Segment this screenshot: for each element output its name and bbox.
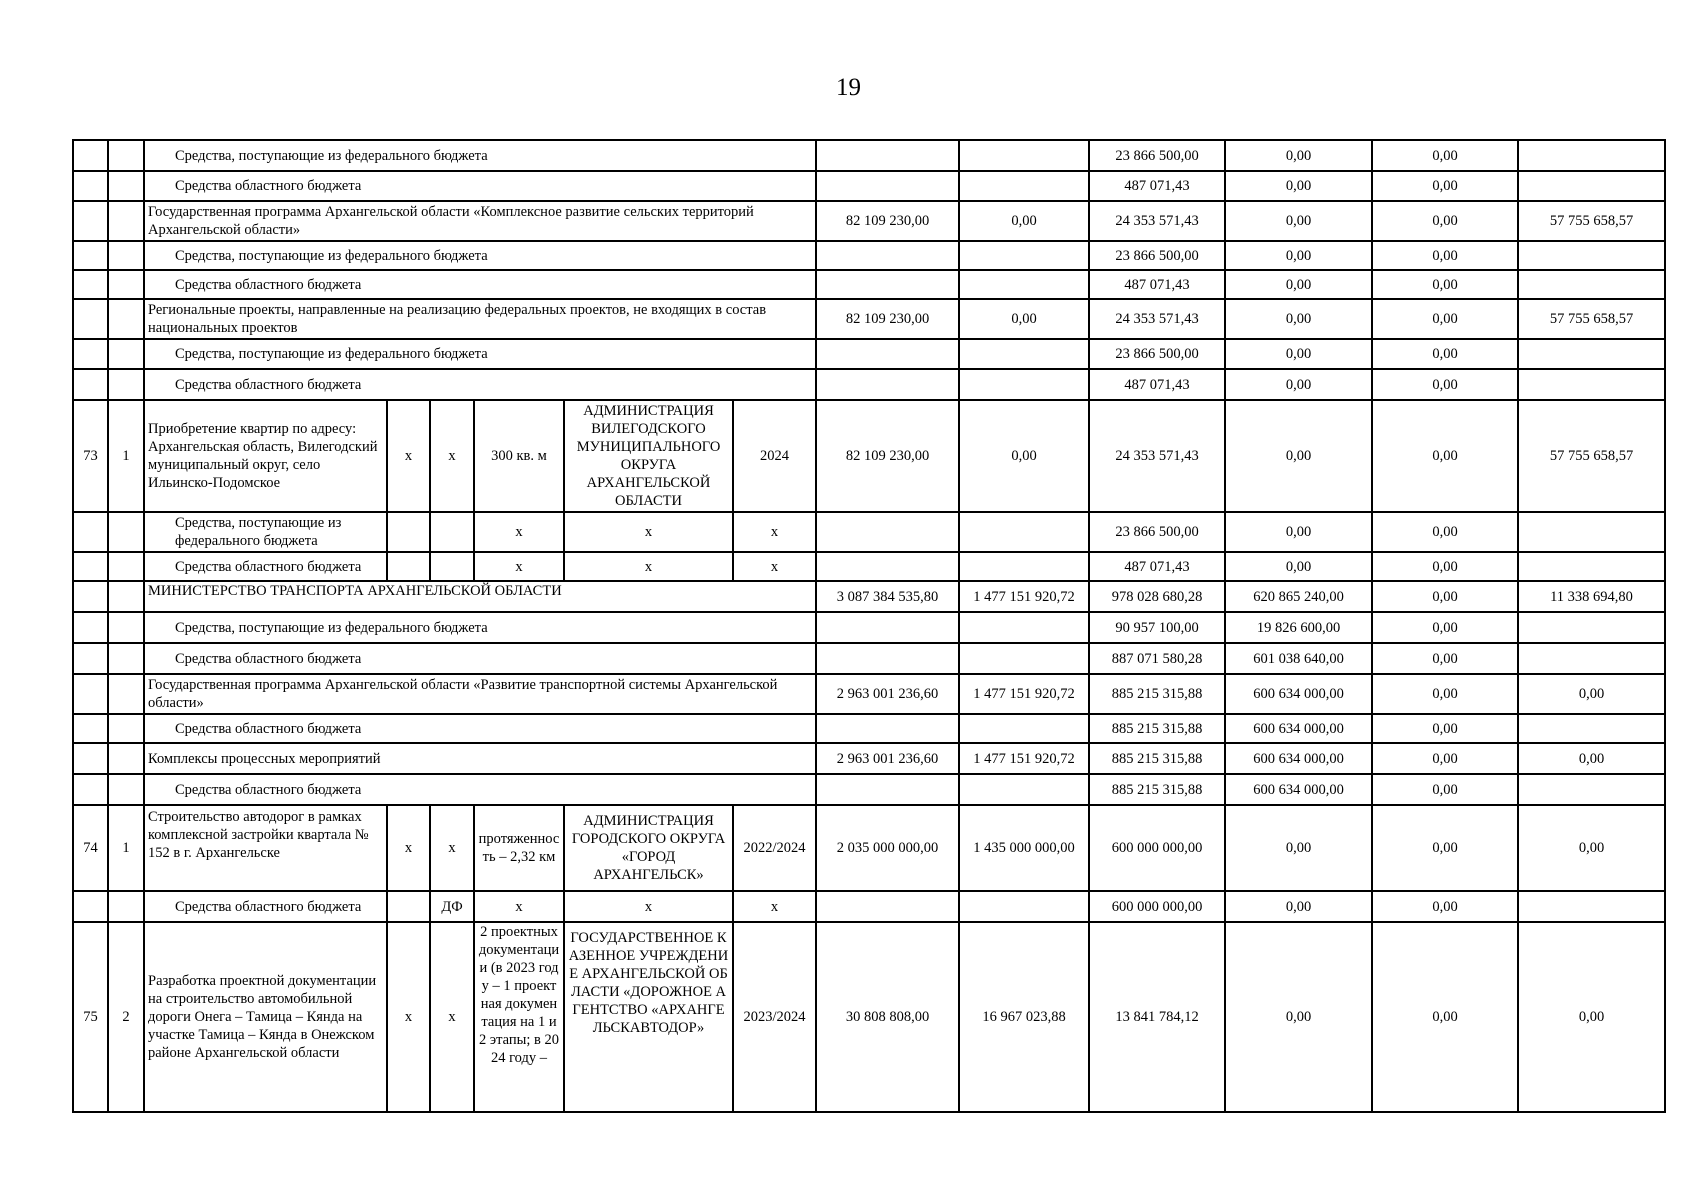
cell-value: 0,00: [1225, 922, 1372, 1112]
table-row: [73, 612, 1665, 643]
empty-cell: [959, 512, 1089, 552]
cell-value: 3 087 384 535,80: [816, 581, 959, 612]
cell-value: 0,00: [1225, 552, 1372, 581]
row-label: Средства областного бюджета: [144, 714, 816, 743]
cell-value: 0,00: [1372, 714, 1518, 743]
empty-cell: [108, 774, 144, 805]
cell-value: 0,00: [1225, 201, 1372, 241]
cell-value: 487 071,43: [1089, 552, 1225, 581]
table-row: [73, 714, 1665, 743]
row-label: Средства, поступающие из федерального бюджета: [144, 339, 816, 369]
cell-value: 23 866 500,00: [1089, 339, 1225, 369]
program-name: Государственная программа Архангельской области «Комплексное развитие сельских территорий Архангельской области»: [144, 201, 816, 241]
cell-value: 24 353 571,43: [1089, 400, 1225, 512]
row-label: Средства областного бюджета: [144, 643, 816, 674]
table-row: [73, 922, 1665, 1112]
cell-value: 0,00: [1225, 299, 1372, 339]
empty-cell: [387, 512, 430, 552]
cell-value: 57 755 658,57: [1518, 299, 1665, 339]
table-row: [73, 552, 1665, 581]
cell-value: 885 215 315,88: [1089, 774, 1225, 805]
cell-value: 1 477 151 920,72: [959, 674, 1089, 714]
cell-value: 0,00: [959, 400, 1089, 512]
cell-value: х: [733, 891, 816, 922]
empty-cell: [108, 743, 144, 774]
cell-value: 0,00: [1372, 674, 1518, 714]
cell-value: 0,00: [1372, 201, 1518, 241]
cell-value: 82 109 230,00: [816, 400, 959, 512]
cell-value: 0,00: [1225, 512, 1372, 552]
table-row: [73, 643, 1665, 674]
empty-cell: [73, 714, 108, 743]
empty-cell: [108, 552, 144, 581]
empty-cell: [816, 891, 959, 922]
cell-value: 0,00: [959, 299, 1089, 339]
cell-value: 600 634 000,00: [1225, 774, 1372, 805]
page-number: 19: [836, 74, 861, 101]
cell-value: 885 215 315,88: [1089, 674, 1225, 714]
cell-value: 885 215 315,88: [1089, 714, 1225, 743]
table-row: [73, 774, 1665, 805]
empty-cell: [430, 512, 474, 552]
cell-value: х: [733, 552, 816, 581]
ministry-name: МИНИСТЕРСТВО ТРАНСПОРТА АРХАНГЕЛЬСКОЙ ОБЛАСТИ: [144, 581, 816, 612]
cell-value: 24 353 571,43: [1089, 201, 1225, 241]
empty-cell: [959, 140, 1089, 171]
empty-cell: [816, 369, 959, 400]
table-row: [73, 805, 1665, 891]
row-number: 74: [73, 805, 108, 891]
row-label: Средства областного бюджета: [144, 891, 387, 922]
cell-value: 0,00: [959, 201, 1089, 241]
row-label: Средства областного бюджета: [144, 369, 816, 400]
empty-cell: [108, 891, 144, 922]
table-row: [73, 201, 1665, 241]
empty-cell: [959, 339, 1089, 369]
cell-value: 0,00: [1372, 299, 1518, 339]
cell-value: 11 338 694,80: [1518, 581, 1665, 612]
cell-value: 885 215 315,88: [1089, 743, 1225, 774]
cell-value: 487 071,43: [1089, 171, 1225, 201]
cell-value: 0,00: [1225, 369, 1372, 400]
object-name: Приобретение квартир по адресу: Архангельская область, Вилегодский муниципальный округ, село Ильинско-Подомское: [144, 400, 387, 512]
empty-cell: [108, 339, 144, 369]
cell-value: 82 109 230,00: [816, 299, 959, 339]
cell-value: ДФ: [430, 891, 474, 922]
cell-value: 0,00: [1372, 270, 1518, 299]
empty-cell: [1518, 774, 1665, 805]
budget-table: [72, 139, 1666, 1113]
empty-cell: [1518, 171, 1665, 201]
row-subnumber: 1: [108, 805, 144, 891]
cell-value: 0,00: [1372, 643, 1518, 674]
capacity: 2 проектных документации (в 2023 году – 1 проектная документация на 1 и 2 этапы; в 2024 году –: [474, 922, 564, 1112]
cell-value: 2 035 000 000,00: [816, 805, 959, 891]
table-row: [73, 241, 1665, 270]
empty-cell: [959, 171, 1089, 201]
cell-value: 600 000 000,00: [1089, 805, 1225, 891]
organization: АДМИНИСТРАЦИЯ ГОРОДСКОГО ОКРУГА «ГОРОД АРХАНГЕЛЬСК»: [564, 805, 733, 891]
cell-value: х: [564, 552, 733, 581]
cell-value: 487 071,43: [1089, 369, 1225, 400]
empty-cell: [959, 369, 1089, 400]
empty-cell: [108, 512, 144, 552]
table-row: [73, 369, 1665, 400]
cell-value: х: [474, 552, 564, 581]
empty-cell: [108, 714, 144, 743]
row-label: Средства, поступающие из федерального бюджета: [144, 140, 816, 171]
empty-cell: [73, 743, 108, 774]
table-row: [73, 891, 1665, 922]
cell-value: 0,00: [1372, 774, 1518, 805]
cell-value: 0,00: [1372, 171, 1518, 201]
empty-cell: [816, 714, 959, 743]
program-name: Региональные проекты, направленные на реализацию федеральных проектов, не входящих в состав национальных проектов: [144, 299, 816, 339]
row-subnumber: 2: [108, 922, 144, 1112]
table-row: [73, 512, 1665, 552]
empty-cell: [959, 643, 1089, 674]
empty-cell: [1518, 891, 1665, 922]
empty-cell: [73, 581, 108, 612]
cell-value: 57 755 658,57: [1518, 201, 1665, 241]
cell-value: 2 963 001 236,60: [816, 674, 959, 714]
period: 2024: [733, 400, 816, 512]
period: 2023/2024: [733, 922, 816, 1112]
cell-value: 1 477 151 920,72: [959, 743, 1089, 774]
empty-cell: [108, 241, 144, 270]
empty-cell: [73, 339, 108, 369]
cell-value: 0,00: [1518, 805, 1665, 891]
cell-value: х: [564, 512, 733, 552]
cell-value: 0,00: [1372, 512, 1518, 552]
cell-value: 0,00: [1372, 805, 1518, 891]
cell-value: 0,00: [1518, 743, 1665, 774]
cell-value: 0,00: [1372, 743, 1518, 774]
capacity: 300 кв. м: [474, 400, 564, 512]
empty-cell: [959, 774, 1089, 805]
empty-cell: [1518, 643, 1665, 674]
empty-cell: [73, 552, 108, 581]
empty-cell: [1518, 241, 1665, 270]
empty-cell: [816, 241, 959, 270]
object-name: Строительство автодорог в рамках комплексной застройки квартала № 152 в г. Архангельске: [144, 805, 387, 891]
cell-value: 23 866 500,00: [1089, 512, 1225, 552]
cell-value: 0,00: [1225, 171, 1372, 201]
empty-cell: [816, 339, 959, 369]
cell-value: х: [733, 512, 816, 552]
cell-value: 19 826 600,00: [1225, 612, 1372, 643]
cell-value: х: [430, 400, 474, 512]
empty-cell: [959, 612, 1089, 643]
row-label: Средства областного бюджета: [144, 270, 816, 299]
cell-value: 0,00: [1225, 891, 1372, 922]
cell-value: 0,00: [1372, 241, 1518, 270]
empty-cell: [816, 270, 959, 299]
table-row: [73, 140, 1665, 171]
empty-cell: [108, 201, 144, 241]
empty-cell: [73, 643, 108, 674]
organization: АДМИНИСТРАЦИЯ ВИЛЕГОДСКОГО МУНИЦИПАЛЬНОГО ОКРУГА АРХАНГЕЛЬСКОЙ ОБЛАСТИ: [564, 400, 733, 512]
cell-value: 0,00: [1372, 140, 1518, 171]
empty-cell: [1518, 270, 1665, 299]
empty-cell: [1518, 714, 1665, 743]
cell-value: 23 866 500,00: [1089, 241, 1225, 270]
cell-value: 30 808 808,00: [816, 922, 959, 1112]
empty-cell: [816, 171, 959, 201]
table-row: [73, 299, 1665, 339]
cell-value: х: [430, 922, 474, 1112]
program-name: Комплексы процессных мероприятий: [144, 743, 816, 774]
empty-cell: [1518, 512, 1665, 552]
empty-cell: [1518, 369, 1665, 400]
empty-cell: [108, 612, 144, 643]
empty-cell: [959, 270, 1089, 299]
table-row: [73, 581, 1665, 612]
table-row: [73, 743, 1665, 774]
cell-value: 0,00: [1518, 922, 1665, 1112]
cell-value: 1 435 000 000,00: [959, 805, 1089, 891]
cell-value: 0,00: [1518, 674, 1665, 714]
empty-cell: [73, 774, 108, 805]
cell-value: 600 634 000,00: [1225, 714, 1372, 743]
cell-value: 0,00: [1372, 891, 1518, 922]
organization: ГОСУДАРСТВЕННОЕ КАЗЕННОЕ УЧРЕЖДЕНИЕ АРХАНГЕЛЬСКОЙ ОБЛАСТИ «ДОРОЖНОЕ АГЕНТСТВО «АРХАНГЕЛЬСКАВТОДОР»: [564, 922, 733, 1112]
empty-cell: [108, 643, 144, 674]
row-label: Средства, поступающие из федерального бюджета: [144, 512, 387, 552]
empty-cell: [108, 171, 144, 201]
empty-cell: [108, 369, 144, 400]
cell-value: 90 957 100,00: [1089, 612, 1225, 643]
empty-cell: [1518, 339, 1665, 369]
empty-cell: [959, 241, 1089, 270]
cell-value: 600 634 000,00: [1225, 743, 1372, 774]
cell-value: 23 866 500,00: [1089, 140, 1225, 171]
row-label: Средства областного бюджета: [144, 171, 816, 201]
cell-value: х: [387, 805, 430, 891]
cell-value: 620 865 240,00: [1225, 581, 1372, 612]
cell-value: 24 353 571,43: [1089, 299, 1225, 339]
empty-cell: [816, 643, 959, 674]
table-row: [73, 270, 1665, 299]
empty-cell: [959, 552, 1089, 581]
cell-value: 0,00: [1225, 805, 1372, 891]
empty-cell: [1518, 140, 1665, 171]
empty-cell: [430, 552, 474, 581]
empty-cell: [1518, 612, 1665, 643]
cell-value: 13 841 784,12: [1089, 922, 1225, 1112]
empty-cell: [816, 612, 959, 643]
empty-cell: [73, 201, 108, 241]
capacity: протяженность – 2,32 км: [474, 805, 564, 891]
cell-value: 82 109 230,00: [816, 201, 959, 241]
empty-cell: [73, 369, 108, 400]
cell-value: 2 963 001 236,60: [816, 743, 959, 774]
cell-value: 601 038 640,00: [1225, 643, 1372, 674]
cell-value: х: [564, 891, 733, 922]
row-number: 75: [73, 922, 108, 1112]
empty-cell: [108, 270, 144, 299]
cell-value: 0,00: [1225, 270, 1372, 299]
table-row: [73, 400, 1665, 512]
empty-cell: [108, 299, 144, 339]
cell-value: х: [387, 400, 430, 512]
cell-value: 0,00: [1372, 581, 1518, 612]
empty-cell: [108, 581, 144, 612]
empty-cell: [73, 241, 108, 270]
empty-cell: [73, 891, 108, 922]
row-label: Средства, поступающие из федерального бюджета: [144, 241, 816, 270]
cell-value: 0,00: [1225, 241, 1372, 270]
cell-value: 0,00: [1372, 400, 1518, 512]
period: 2022/2024: [733, 805, 816, 891]
table-row: [73, 171, 1665, 201]
empty-cell: [1518, 552, 1665, 581]
cell-value: 0,00: [1372, 552, 1518, 581]
cell-value: 0,00: [1225, 339, 1372, 369]
cell-value: х: [430, 805, 474, 891]
empty-cell: [73, 612, 108, 643]
cell-value: х: [474, 891, 564, 922]
cell-value: 600 000 000,00: [1089, 891, 1225, 922]
cell-value: 978 028 680,28: [1089, 581, 1225, 612]
cell-value: 0,00: [1225, 400, 1372, 512]
empty-cell: [387, 891, 430, 922]
object-name: Разработка проектной документации на строительство автомобильной дороги Онега – Тамица – Кянда на участке Тамица – Кянда в Онежском районе Архангельской области: [144, 922, 387, 1112]
row-label: Средства областного бюджета: [144, 552, 387, 581]
cell-value: 0,00: [1372, 612, 1518, 643]
empty-cell: [73, 270, 108, 299]
empty-cell: [73, 140, 108, 171]
cell-value: х: [387, 922, 430, 1112]
empty-cell: [816, 512, 959, 552]
cell-value: 487 071,43: [1089, 270, 1225, 299]
program-name: Государственная программа Архангельской области «Развитие транспортной системы Архангельской области»: [144, 674, 816, 714]
cell-value: х: [474, 512, 564, 552]
row-label: Средства, поступающие из федерального бюджета: [144, 612, 816, 643]
cell-value: 57 755 658,57: [1518, 400, 1665, 512]
empty-cell: [959, 891, 1089, 922]
table-row: [73, 674, 1665, 714]
cell-value: 0,00: [1372, 922, 1518, 1112]
empty-cell: [816, 552, 959, 581]
row-label: Средства областного бюджета: [144, 774, 816, 805]
cell-value: 1 477 151 920,72: [959, 581, 1089, 612]
empty-cell: [73, 171, 108, 201]
empty-cell: [108, 140, 144, 171]
row-number: 73: [73, 400, 108, 512]
cell-value: 887 071 580,28: [1089, 643, 1225, 674]
empty-cell: [73, 299, 108, 339]
empty-cell: [73, 674, 108, 714]
cell-value: 0,00: [1372, 339, 1518, 369]
empty-cell: [108, 674, 144, 714]
empty-cell: [387, 552, 430, 581]
table-row: [73, 339, 1665, 369]
empty-cell: [816, 774, 959, 805]
cell-value: 0,00: [1372, 369, 1518, 400]
cell-value: 600 634 000,00: [1225, 674, 1372, 714]
row-subnumber: 1: [108, 400, 144, 512]
cell-value: 0,00: [1225, 140, 1372, 171]
empty-cell: [73, 512, 108, 552]
cell-value: 16 967 023,88: [959, 922, 1089, 1112]
empty-cell: [959, 714, 1089, 743]
empty-cell: [816, 140, 959, 171]
